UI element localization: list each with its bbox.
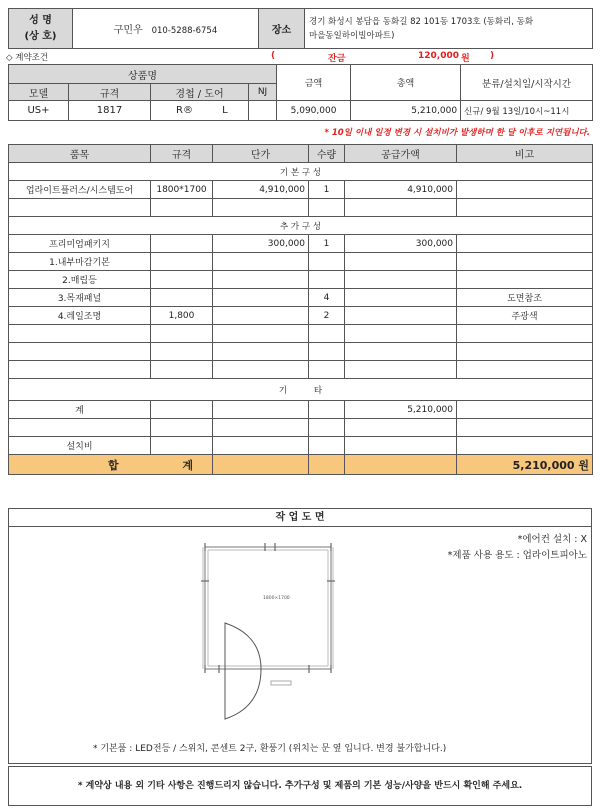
nj-header: NJ (249, 84, 277, 101)
row-price (213, 289, 309, 307)
row-item: 1.내부마감기본 (9, 253, 151, 271)
note-col-header: 비고 (457, 145, 593, 163)
row-note: 주광색 (457, 307, 593, 325)
hinge-door-value (151, 101, 249, 121)
customer-table (8, 8, 593, 49)
extra-section-header: 추 가 구 성 (9, 217, 593, 235)
paren-open: ( (271, 51, 276, 61)
place-label: 장소 (259, 9, 305, 49)
shop-label: (상 호) (24, 30, 57, 42)
grand-label-1: 합 (107, 458, 119, 472)
row-supply (345, 289, 457, 307)
usage-note: *제품 사용 용도 : 업라이트피아노 (447, 550, 587, 561)
row-supply (345, 271, 457, 289)
address-cell (305, 9, 593, 49)
row-qty: 1 (309, 181, 345, 199)
basic-rows (9, 181, 593, 199)
extra-row (9, 235, 593, 253)
balance-label: 잔금 (328, 54, 346, 64)
row-item: 프리미엄패키지 (9, 235, 151, 253)
paren-close: ) (490, 51, 495, 61)
row-spec: 1800*1700 (151, 181, 213, 199)
customer-name: 구민우 (113, 25, 143, 36)
address-line1: 경기 화성시 봉담읍 동화길 82 101동 1703호 (동화리, 동화 (309, 16, 534, 27)
row-item: 3.목재패널 (9, 289, 151, 307)
aircon-note: *에어컨 설치 : X (517, 534, 587, 545)
extra-row (9, 271, 593, 289)
nj-value (249, 101, 277, 121)
balance-value: 120,000 (418, 51, 459, 61)
row-item: 2.매립등 (9, 271, 151, 289)
row-qty: 2 (309, 307, 345, 325)
row-price: 4,910,000 (213, 181, 309, 199)
row-qty (309, 253, 345, 271)
price-col-header: 단가 (213, 145, 309, 163)
spec-value: 1817 (69, 101, 151, 121)
row-spec (151, 271, 213, 289)
grand-label-2: 계 (182, 458, 194, 472)
address-line2: 마을동일하이빌아파트) (309, 30, 395, 41)
contract-label: ◇ 계약조건 (6, 53, 49, 63)
supply-col-header: 공급가액 (345, 145, 457, 163)
row-price: 300,000 (213, 235, 309, 253)
row-note (457, 181, 593, 199)
category-value: 신규/ 9월 13일/10시~11시 (461, 101, 593, 121)
subtotal-label: 계 (9, 401, 151, 419)
category-header: 분류/설치일/시작시간 (461, 65, 593, 101)
row-note: 도면참조 (457, 289, 593, 307)
basic-section-header: 기 본 구 성 (9, 163, 593, 181)
other-label-2: 타 (313, 385, 323, 396)
row-spec (151, 235, 213, 253)
row-price (213, 307, 309, 325)
drawing-title: 작 업 도 면 (9, 509, 591, 527)
row-note (457, 271, 593, 289)
extra-row (9, 307, 593, 325)
amount-value: 5,090,000 (277, 101, 351, 121)
row-price (213, 253, 309, 271)
contract-row (6, 51, 596, 64)
model-value: US+ (9, 101, 69, 121)
row-spec (151, 253, 213, 271)
row-note (457, 253, 593, 271)
customer-name-cell (73, 9, 259, 49)
name-label: 성 명 (29, 14, 52, 26)
footer-notice: * 계약상 내용 외 기타 사항은 진행드리지 않습니다. 추가구성 및 제품의 기본 성능/사양을 반드시 확인해 주세요. (8, 766, 592, 806)
door-value: L (222, 105, 228, 116)
row-item: 업라이트플러스/시스템도어 (9, 181, 151, 199)
hinge-door-header: 경첩 / 도어 (151, 84, 249, 101)
basic-row (9, 181, 593, 199)
schedule-change-notice: * 10일 이내 일정 변경 시 설치비가 발생하며 한 달 이후로 지연됩니다. (324, 128, 590, 138)
basic-items-note: * 기본품 : LED전등 / 스위치, 콘센트 2구, 환풍기 (위치는 문 옆 입니다. 변경 불가합니다.) (93, 744, 447, 754)
product-group-header: 상품명 (9, 65, 277, 84)
row-supply (345, 253, 457, 271)
total-header: 총액 (351, 65, 461, 101)
qty-col-header: 수량 (309, 145, 345, 163)
spec-col-header: 규격 (151, 145, 213, 163)
total-value: 5,210,000 (351, 101, 461, 121)
grand-total-label (9, 455, 213, 475)
row-qty (309, 271, 345, 289)
product-table (8, 64, 593, 121)
drawing-box (8, 508, 592, 764)
row-price (213, 271, 309, 289)
other-label-1: 기 (278, 385, 288, 396)
customer-phone: 010-5288-6754 (151, 26, 218, 36)
install-fee-label: 설치비 (9, 437, 151, 455)
row-spec (151, 289, 213, 307)
row-spec: 1,800 (151, 307, 213, 325)
spec-header: 규격 (69, 84, 151, 101)
row-qty: 4 (309, 289, 345, 307)
extra-row (9, 289, 593, 307)
other-section-header (9, 379, 593, 401)
extra-rows (9, 235, 593, 325)
extra-row (9, 253, 593, 271)
grand-total-value: 5,210,000 원 (457, 455, 593, 475)
name-label-cell (9, 9, 73, 49)
row-supply: 300,000 (345, 235, 457, 253)
item-col-header: 품목 (9, 145, 151, 163)
model-header: 모델 (9, 84, 69, 101)
amount-header: 금액 (277, 65, 351, 101)
plan-dims: 1800×1700 (263, 596, 290, 601)
balance-unit: 원 (461, 54, 470, 64)
row-supply (345, 307, 457, 325)
row-item: 4.레일조명 (9, 307, 151, 325)
floor-plan (199, 541, 349, 721)
row-supply: 4,910,000 (345, 181, 457, 199)
row-qty: 1 (309, 235, 345, 253)
hinge-value: R® (176, 105, 193, 116)
items-table (8, 144, 593, 475)
row-note (457, 235, 593, 253)
subtotal-value: 5,210,000 (345, 401, 457, 419)
